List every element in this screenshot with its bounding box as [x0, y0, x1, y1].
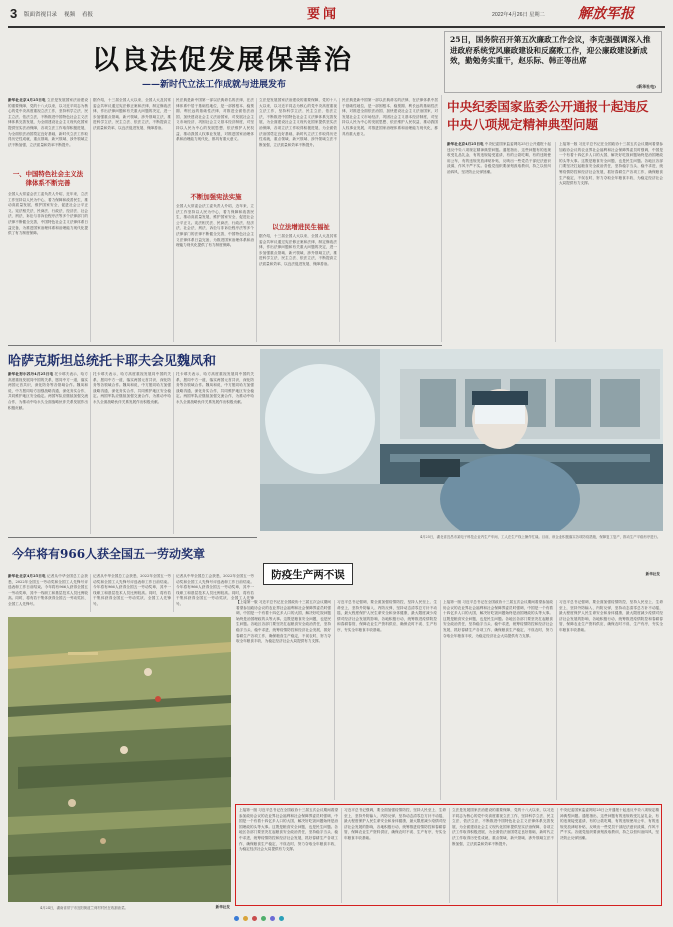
article-col-1: 新华社北京4月25日电 立法是发展国家法治建设的重要保障，党的十八大以来，以习近平同志为核心的党中央高度重视立法工作，坚持科学立法、民主立法、依法立法，不断推进中国特色社会主义法律体系完善发展，为全面建设社会主义现代化国家提供坚实法治保障，各项立法工作取得积极进展，为全面依法治国奠定良好基础，新时代立法工作取得历史性成就，重点领域、新兴领域、涉外领域立法不断加强，立法质量和效率不断提升。 [8, 98, 88, 147]
highlight-col-2: 习近平总书记强调，要全面加强疫情防控，坚持人民至上、生命至上，坚持外防输入、内防反弹，坚持动态清零总方针不动摇，最大程度保护人民生命安全和身体健康，最大限度减少疫情对经济社会发展的影响，各地积极行动，统筹推进疫情防控和春耕春管，保障农业生产资料供应，确保农时不误、生产有序，夯实全年粮食丰收基础。 [344, 808, 446, 840]
bottom-col-2: 习近平总书记强调，要全面加强疫情防控，坚持人民至上、生命至上，坚持外防输入、内防反弹，坚持动态清零总方针不动摇，最大程度保护人民生命安全和身体健康，最大限度减少疫情对经济社会发展的影响，各地积极行动，统筹推进疫情防控和春耕春管，保障农业生产资料供应，确保农时不误、生产有序，夯实全年粮食丰收基础。 [337, 600, 437, 632]
article-col-3b: 全国人大常委会法工委负责人介绍，近年来，立法工作坚持以人民为中心，着力保障和改善民生，推动高质量发展，维护国家安全，促进社会公平正义。宪法相关法、民商法、行政法、经济法、社会法、刑法、诉讼与非诉讼程序法等多个法律部门的法律不断健全完善，中国特色社会主义法律体系日益完备，为推进国家治理体系和治理能力现代化提供了有力制度保障。 [176, 204, 254, 248]
right-col-1: 新华社北京4月25日电 中央纪委国家监委网站25日公开通报十起违反中央八项规定精神典型问题。通报指出，这些问题有的违规收受礼品礼金，有的违规接受宴请，有的公款吃喝，有的违规使用公车，有的违规发放津贴补贴，反映出一些党员干部纪法意识淡薄，作风不严不实。各级党组织要深刻汲取教训，持之以恒纠治四风，坚决防止反弹回潮。 [447, 142, 551, 174]
highlight-col-4: 中央纪委国家监委网站25日公开通报十起违反中央八项规定精神典型问题。通报指出，这些问题有的违规收受礼品礼金，有的违规接受宴请，有的公款吃喝，有的违规使用公车，有的违规发放津贴补贴，反映出一些党员干部纪法意识淡薄，作风不严不实。各级党组织要深刻汲取教训，持之以恒纠治四风，坚决防止反弹回潮。 [560, 808, 659, 840]
farm-caption: 4月24日，湖南省常宁市宜阳街道兰荷村村民在收割油菜。 [40, 906, 128, 910]
labor-col-1: 新华社北京4月25日电 记者从中华全国总工会获悉，2022年全国五一劳动奖和全国工人先锋号评选表彰工作日前结束。今年将有966人获得全国五一劳动奖章，其中一线职工和基层技术人员比例较高。同时，将有若干集体获得全国五一劳动奖状、全国工人先锋号。 [8, 574, 88, 606]
article-col-5: 民法典是新中国第一部以法典命名的法律，在法律体系中居于基础性地位，是一部固根本、稳预期、利长远的基础性法律，对推进全面依法治国、加快建设社会主义法治国家，对发展社会主义市场经济、巩固社会主义基本经济制度，对坚持以人民为中心的发展思想、依法维护人民权益、推动我国人权事业发展，对推进国家治理体系和治理能力现代化，都具有重大意义。 [342, 98, 438, 136]
header-link-read[interactable]: 看报 [82, 12, 94, 18]
page-indicator [234, 916, 284, 921]
article-col-1b: 全国人大常委会法工委负责人介绍，近年来，立法工作坚持以人民为中心，着力保障和改善民生，推动高质量发展，维护国家安全，促进社会公平正义。宪法相关法、民商法、行政法、经济法、社会法、刑法、诉讼与非诉讼程序法等多个法律部门的法律不断健全完善，中国特色社会主义法律体系日益完备，为推进国家治理体系和治理能力现代化提供了有力制度保障。 [8, 192, 88, 236]
main-subtitle: ——新时代立法工作成就与进展发布 [142, 80, 287, 90]
epidemic-title-box [263, 563, 353, 585]
kz-headline: 哈萨克斯坦总统托卡耶夫会见魏凤和 [8, 354, 217, 369]
factory-credit: 新华社发 [645, 572, 660, 576]
side-headline: 25日，国务院召开第五次廉政工作会议，李克强强调深入推进政府系统党风廉政建设和反腐败工作，迎公廉政建设新成效，勤勉务实重干，赵乐际、韩正等出席 [450, 35, 651, 65]
article-col-4: 立法是发展国家法治建设的重要保障，党的十八大以来，以习近平同志为核心的党中央高度重视立法工作，坚持科学立法、民主立法、依法立法，不断推进中国特色社会主义法律体系完善发展，为全面建设社会主义现代化国家提供坚实法治保障，各项立法工作取得积极进展，为全面依法治国奠定良好基础，新时代立法工作取得历史性成就，重点领域、新兴领域、涉外领域立法不断加强，立法质量和效率不断提升。 [259, 98, 337, 147]
subhead-3: 以立法增进民生福祉 [272, 223, 330, 231]
issue-date: 2022年4月26日 星期二 [492, 12, 545, 18]
header-link-video[interactable]: 视频 [64, 12, 76, 18]
masthead-logo: 解放军报 [578, 6, 634, 22]
farm-photo [8, 617, 231, 902]
page-header [0, 0, 673, 28]
red-headline: 中央纪委国家监委公开通报十起违反中央八项规定精神典型问题 [447, 99, 649, 132]
highlight-col-1: 上接第一版 习近平总书记在全国政协十三届五次会议期间看望参加政协会议的农业界社会福利和社会保障界委员时强调，中国是一个有着十四亿多人口的大国，解决好吃饭问题始终是治国理政的头等大事。这既是粮食安全问题，也是民生问题。各地区各部门要坚决扛起粮食安全政治责任，坚持稳字当头、稳中求进，统筹疫情防控和经济社会发展，抓好春耕生产各项工作，确保粮食生产稳定，不误农时，努力夺取全年粮食丰收，为稳定经济社会大局提供有力支撑。 [239, 808, 338, 852]
labor-headline: 今年将有966人获全国五一劳动奖章 [12, 547, 206, 561]
highlight-col-3: 立法是发展国家法治建设的重要保障，党的十八大以来，以习近平同志为核心的党中央高度重视立法工作，坚持科学立法、民主立法、依法立法，不断推进中国特色社会主义法律体系完善发展，为全面建设社会主义现代化国家提供坚实法治保障，各项立法工作取得积极进展，为全面依法治国奠定良好基础，新时代立法工作取得历史性成就，重点领域、新兴领域、涉外领域立法不断加强，立法质量和效率不断提升。 [452, 808, 554, 846]
farm-credit: 新华社发 [215, 905, 230, 909]
highlight-box[interactable] [235, 804, 662, 906]
bottom-col-3: 上接第一版 习近平总书记在全国政协十三届五次会议期间看望参加政协会议的农业界社会福利和社会保障界委员时强调，中国是一个有着十四亿多人口的大国，解决好吃饭问题始终是治国理政的头等大事。这既是粮食安全问题，也是民生问题。各地区各部门要坚决扛起粮食安全政治责任，坚持稳字当头、稳中求进，统筹疫情防控和经济社会发展，抓好春耕生产各项工作，确保粮食生产稳定，不误农时，努力夺取全年粮食丰收，为稳定经济社会大局提供有力支撑。 [443, 600, 553, 638]
header-links [24, 10, 93, 18]
main-title: 以良法促发展保善治 [92, 45, 353, 76]
labor-col-2: 记者从中华全国总工会获悉，2022年全国五一劳动奖和全国工人先锋号评选表彰工作日前结束。今年将有966人获得全国五一劳动奖章，其中一线职工和基层技术人员比例较高。同时，将有若干集体获得全国五一劳动奖状、全国工人先锋号。 [93, 574, 171, 606]
article-col-4b: 据介绍，十三届全国人大以来，全国人大及其常委会共审议通过宪法修正案和法律，制定修改法律，作出法律问题和有关重大问题的决定，进一步加强重点领域、新兴领域、涉外领域立法，推进科学立法、民主立法、依法立法，不断提高立法质量和效率，以良法促进发展、保障善治。 [259, 234, 337, 266]
kz-col-2: 托卡耶夫表示，哈方高度重视发展同中国的关系，愿同中方一道，落实两国元首共识，深化防务等各领域合作。魏凤和说，中方愿同哈方加强战略沟通，深化务实合作，共同维护地区安全稳定。两国军队应继续加强交流合作，为推动中哈永久全面战略伙伴关系发展作出积极贡献。 [93, 372, 171, 404]
article-col-2: 据介绍，十三届全国人大以来，全国人大及其常委会共审议通过宪法修正案和法律，制定修改法律，作出法律问题和有关重大问题的决定，进一步加强重点领域、新兴领域、涉外领域立法，推进科学立法、民主立法、依法立法，不断提高立法质量和效率，以良法促进发展、保障善治。 [93, 98, 171, 130]
subhead-2: 不断加强宪法实施 [190, 193, 242, 201]
factory-caption: 4月25日，湖北省宜昌市某电子科技企业内生产车间，工人在生产线上操作忙碌。目前，该企业积极落实各项防疫措施，保障复工复产，推动生产平稳有序进行。 [420, 535, 661, 539]
bottom-col-1: 【上接第一版 习近平总书记在全国政协十三届五次会议期间看望参加政协会议的农业界社会福利和社会保障界委员时强调，中国是一个有着十四亿多人口的大国，解决好吃饭问题始终是治国理政的头等大事。这既是粮食安全问题，也是民生问题。各地区各部门要坚决扛起粮食安全政治责任，坚持稳字当头、稳中求进，统筹疫情防控和经济社会发展，抓好春耕生产各项工作，确保粮食生产稳定，不误农时，努力夺取全年粮食丰收，为稳定经济社会大局提供有力支撑。 [236, 600, 331, 644]
subhead-1: 一、中国特色社会主义法律体系不断完善 [12, 170, 84, 187]
page-number: 3 [10, 6, 18, 21]
epidemic-headline: 防疫生产两不误 [271, 568, 345, 581]
section-title: 要闻 [307, 7, 340, 22]
labor-col-3: 记者从中华全国总工会获悉，2022年全国五一劳动奖和全国工人先锋号评选表彰工作日前结束。今年将有966人获得全国五一劳动奖章，其中一线职工和基层技术人员比例较高。同时，将有若干集体获得全国五一劳动奖状、全国工人先锋号。 [176, 574, 254, 606]
bottom-col-4: 习近平总书记强调，要全面加强疫情防控，坚持人民至上、生命至上，坚持外防输入、内防反弹，坚持动态清零总方针不动摇，最大程度保护人民生命安全和身体健康，最大限度减少疫情对经济社会发展的影响，各地积极行动，统筹推进疫情防控和春耕春管，保障农业生产资料供应，确保农时不误、生产有序，夯实全年粮食丰收基础。 [559, 600, 663, 632]
header-link-index[interactable]: 版面省视目录 [24, 12, 58, 18]
factory-photo [260, 349, 663, 531]
kz-col-3: 托卡耶夫表示，哈方高度重视发展同中国的关系，愿同中方一道，落实两国元首共识，深化防务等各领域合作。魏凤和说，中方愿同哈方加强战略沟通，深化务实合作，共同维护地区安全稳定。两国军队应继续加强交流合作，为推动中哈永久全面战略伙伴关系发展作出积极贡献。 [176, 372, 254, 404]
right-col-2: 上接第一版 习近平总书记在全国政协十三届五次会议期间看望参加政协会议的农业界社会福利和社会保障界委员时强调，中国是一个有着十四亿多人口的大国，解决好吃饭问题始终是治国理政的头等大事。这既是粮食安全问题，也是民生问题。各地区各部门要坚决扛起粮食安全政治责任，坚持稳字当头、稳中求进，统筹疫情防控和经济社会发展，抓好春耕生产各项工作，确保粮食生产稳定，不误农时，努力夺取全年粮食丰收，为稳定经济社会大局提供有力支撑。 [559, 142, 663, 186]
kz-col-1: 新华社努尔苏丹4月25日电 托卡耶夫表示，哈方高度重视发展同中国的关系，愿同中方一道，落实两国元首共识，深化防务等各领域合作。魏凤和说，中方愿同哈方加强战略沟通，深化务实合作，共同维护地区安全稳定。两国军队应继续加强交流合作，为推动中哈永久全面战略伙伴关系发展作出积极贡献。 [8, 372, 88, 410]
side-headline-credit: (新华社电) [636, 84, 656, 89]
article-col-3: 民法典是新中国第一部以法典命名的法律，在法律体系中居于基础性地位，是一部固根本、稳预期、利长远的基础性法律，对推进全面依法治国、加快建设社会主义法治国家，对发展社会主义市场经济、巩固社会主义基本经济制度，对坚持以人民为中心的发展思想、依法维护人民权益、推动我国人权事业发展，对推进国家治理体系和治理能力现代化，都具有重大意义。 [176, 98, 254, 142]
